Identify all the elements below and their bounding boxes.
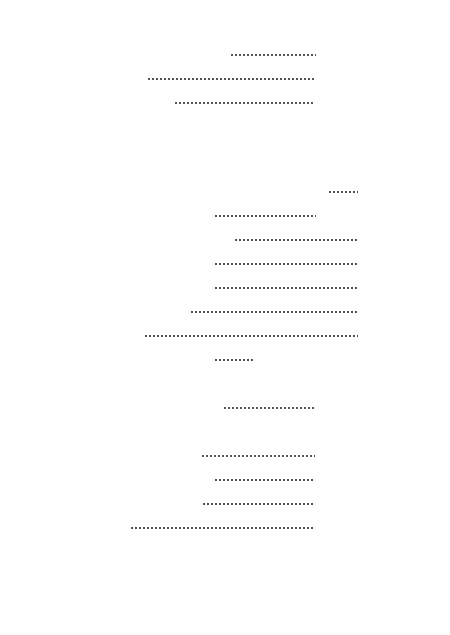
leader-dots [174, 100, 315, 106]
leader-dots [202, 501, 315, 507]
toc-entry [0, 280, 450, 294]
leader-dots [144, 333, 358, 339]
toc-entry [0, 520, 450, 534]
toc-entry [0, 304, 450, 318]
leader-dots [223, 405, 315, 411]
leader-dots [230, 52, 316, 58]
leader-dots [147, 76, 315, 82]
toc-entry [0, 232, 450, 246]
leader-dots [190, 309, 358, 315]
toc-entry [0, 256, 450, 270]
leader-dots [214, 261, 358, 267]
leader-dots [130, 525, 315, 531]
leader-dots [214, 213, 316, 219]
leader-dots [214, 285, 358, 291]
toc-entry [0, 328, 450, 342]
toc-entry [0, 95, 450, 109]
leader-dots [214, 357, 254, 363]
leader-dots [214, 477, 315, 483]
leader-dots [234, 237, 358, 243]
toc-entry [0, 448, 450, 462]
toc-entry [0, 352, 450, 366]
leader-dots [328, 189, 358, 195]
toc-entry [0, 208, 450, 222]
toc-entry [0, 496, 450, 510]
toc-entry [0, 184, 450, 198]
leader-dots [201, 453, 315, 459]
toc-entry [0, 71, 450, 85]
toc-entry [0, 400, 450, 414]
toc-entry [0, 47, 450, 61]
toc-entry [0, 472, 450, 486]
